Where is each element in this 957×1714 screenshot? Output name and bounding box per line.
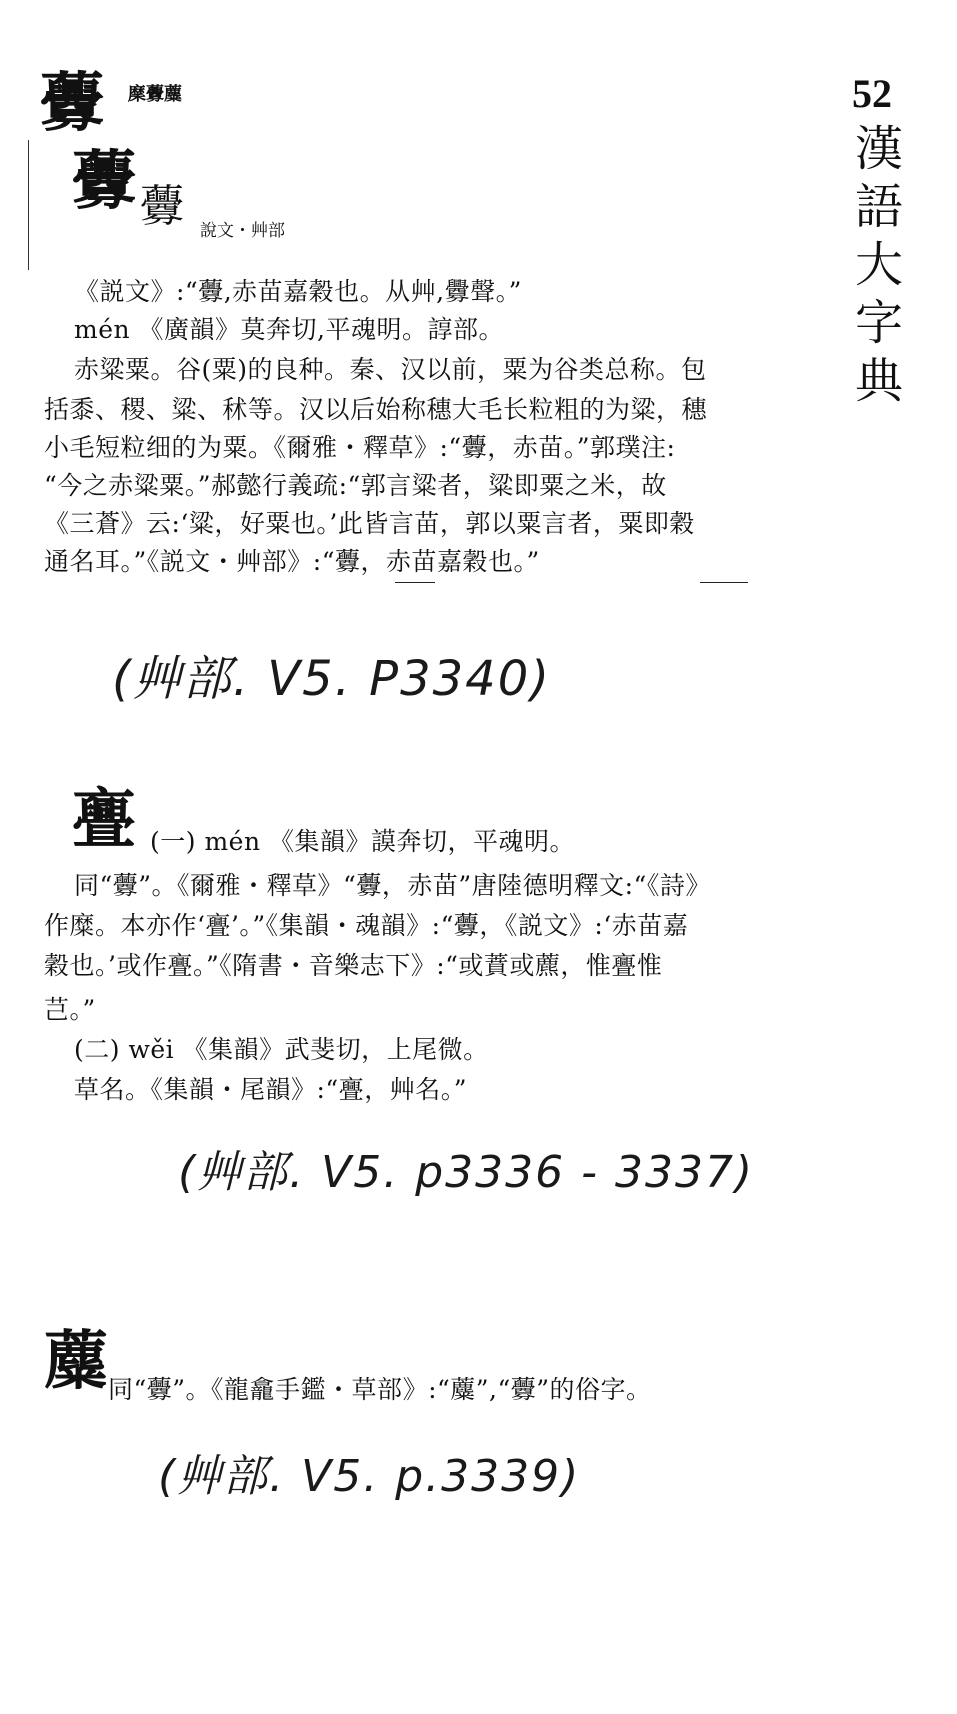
entry1-line: 《三蒼》云:‘粱，好粟也。’此皆言苗，郭以粟言者，粟即穀 — [44, 509, 695, 538]
entry2-line: 同“虋”。《爾雅・釋草》“虋，赤苗”唐陸德明釋文:“《詩》 — [74, 871, 711, 900]
seal-script-glyph: 虋 — [140, 181, 184, 232]
margin-rule — [28, 140, 29, 270]
entry1-source-tag: 說文・艸部 — [200, 221, 285, 241]
entry2-line: 芑。” — [44, 995, 96, 1024]
entry1-variant-forms: 穈虋蘪 — [128, 84, 182, 105]
entry1-subheadword: 虋 — [72, 144, 136, 219]
entry1-line: mén 《廣韻》莫奔切,平魂明。諄部。 — [74, 315, 504, 344]
entry1-line: 赤粱粟。谷(粟)的良种。秦、汉以前，粟为谷类总称。包 — [74, 355, 707, 384]
entry1-line: 小毛短粒细的为粟。《爾雅・釋草》:“虋，赤苗。”郭璞注: — [44, 433, 676, 462]
book-title-char: 字 — [854, 295, 903, 351]
entry1-handwritten-note: (艸部. V5. P3340) — [112, 651, 551, 707]
book-title-char: 語 — [854, 179, 903, 235]
page-number: 52 — [852, 71, 892, 116]
entry2-sense2-head: (二) wěi 《集韻》武斐切，上尾微。 — [74, 1035, 489, 1064]
entry2-line: 穀也。’或作亹。”《隋書・音樂志下》:“或蕡或藨，惟亹惟 — [44, 951, 663, 980]
entry1-line: 括黍、稷、粱、秫等。汉以后始称穗大毛长粒粗的为粱，穗 — [44, 395, 708, 424]
entry1-headword: 虋 — [40, 66, 104, 141]
entry1-line: “今之赤粱粟。”郝懿行義疏:“郭言粱者，粱即粟之米，故 — [44, 471, 667, 500]
entry3-handwritten-note: (艸部. V5. p.3339) — [158, 1451, 581, 1502]
book-title-char: 漢 — [854, 121, 903, 177]
entry3-line: 同“虋”。《龍龕手鑑・草部》:“蘪”,“虋”的俗字。 — [108, 1375, 652, 1404]
book-title-char: 典 — [854, 353, 903, 409]
book-title — [852, 120, 906, 410]
scan-rule — [700, 582, 748, 583]
entry3-headword: 蘪 — [44, 1324, 108, 1399]
entry2-line: 草名。《集韻・尾韻》:“亹，艸名。” — [74, 1075, 467, 1104]
entry2-line: 作糜。本亦作‘亹’。”《集韻・魂韻》:“虋，《説文》:‘赤苗嘉 — [44, 911, 689, 940]
entry1-line: 通名耳。”《説文・艸部》:“虋，赤苗嘉穀也。” — [44, 547, 540, 576]
book-title-char: 大 — [854, 237, 903, 293]
entry1-line: 《説文》:“虋,赤苗嘉穀也。从艸,釁聲。” — [74, 277, 522, 306]
entry2-headword: 亹 — [72, 782, 136, 857]
entry2-handwritten-note: (艸部. V5. p3336 - 3337) — [178, 1147, 755, 1198]
scan-rule — [395, 582, 435, 583]
entry2-sense1-head: (一) mén 《集韻》謨奔切，平魂明。 — [150, 827, 576, 856]
